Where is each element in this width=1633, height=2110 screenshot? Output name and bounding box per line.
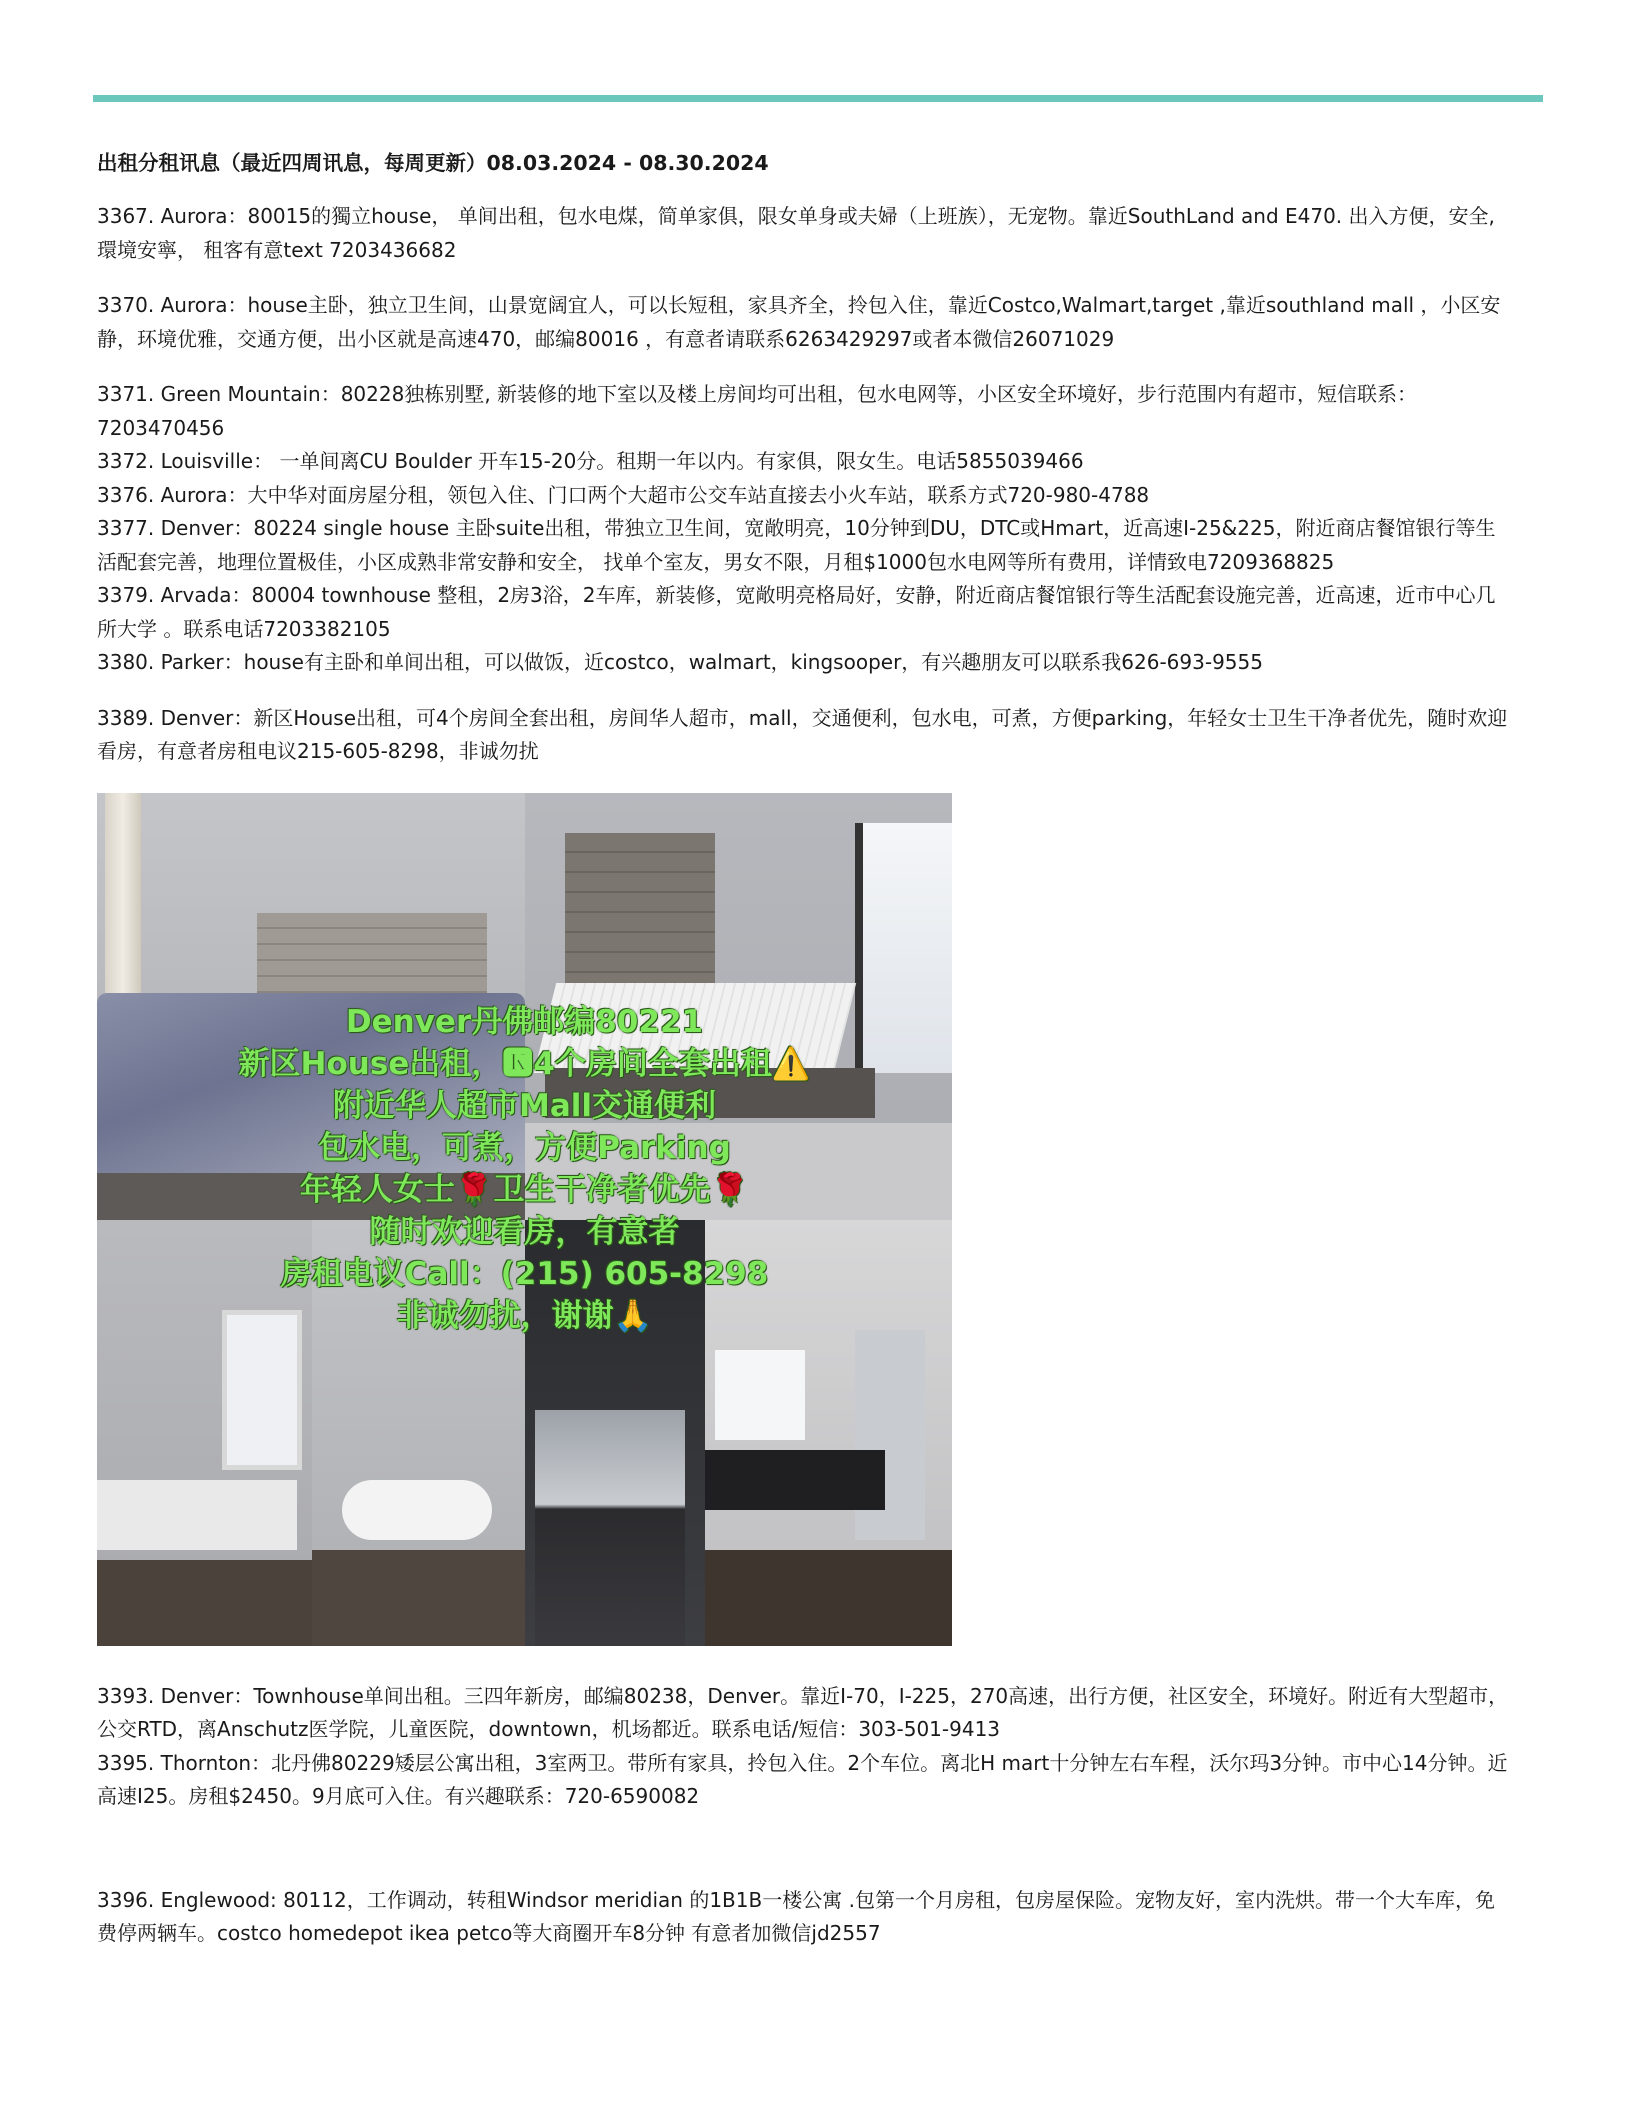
listing-3380: 3380. Parker：house有主卧和单间出租，可以做饭，近costco，walmart，kingsooper，有兴趣朋友可以联系我626-693-9555: [97, 650, 1263, 674]
overlay-line: Denver丹佛邮编80221: [345, 1003, 704, 1040]
overlay-line: 房租电议Call：(215) 605-8298: [280, 1255, 769, 1292]
listing-3377: 3377. Denver：80224 single house 主卧suite出租，带独立卫生间，宽敞明亮，10分钟到DU，DTC或Hmart，近高速I-25&225，附近商店餐馆银行等生活配套完善，地理位置极佳，小区成熟非常安静和安全， 找单个室友，男女不限，月租$1000包水电网等所有费用，详情致电7209368825: [97, 516, 1496, 574]
listing-3372: 3372. Louisville： 一单间离CU Boulder 开车15-20分。租期一年以内。有家俱，限女生。电话5855039466: [97, 449, 1084, 473]
listing-3371: 3371. Green Mountain：80228独栋别墅, 新装修的地下室以及楼上房间均可出租，包水电网等，小区安全环境好，步行范围内有超市，短信联系：7203470456: [97, 382, 1418, 440]
listing-3370: 3370. Aurora：house主卧，独立卫生间，山景宽阔宜人，可以长短租，家具齐全，拎包入住，靠近Costco,Walmart,target ,靠近southland mall ，小区安静，环境优雅，交通方便，出小区就是高速470，邮编80016 ，有意者请联系6263429297或者本微信26071029: [97, 293, 1501, 351]
overlay-line: 包水电，可煮，方便Parking: [318, 1129, 731, 1166]
listing-3379: 3379. Arvada：80004 townhouse 整租，2房3浴，2车库，新装修，宽敞明亮格局好，安静，附近商店餐馆银行等生活配套设施完善，近高速，近市中心几所大学 。联系电话7203382105: [97, 583, 1496, 641]
listing-3376: 3376. Aurora：大中华对面房屋分租，领包入住、门口两个大超市公交车站直接去小火车站，联系方式720-980-4788: [97, 482, 1150, 507]
overlay-line: 新区House出租，🅺4个房间全套出租⚠️: [238, 1045, 811, 1082]
header-rule: [93, 95, 1543, 102]
listing-3396: 3396. Englewood: 80112，工作调动，转租Windsor meridian 的1B1B一楼公寓 .包第一个月房租，包房屋保险。宠物友好，室内洗烘。带一个大车库，免费停两辆车。costco homedepot ikea petco等大商圈开车8分钟 有意者加微信jd2557: [97, 1887, 1495, 1945]
listing-3395: 3395. Thornton：北丹佛80229矮层公寓出租，3室两卫。带所有家具，拎包入住。2个车位。离北H mart十分钟左右车程，沃尔玛3分钟。市中心14分钟。近高速I25。房租$2450。9月底可入住。有兴趣联系：720-6590082: [97, 1750, 1508, 1808]
listing-photo-collage: [97, 793, 952, 1646]
overlay-line: 随时欢迎看房，有意者: [369, 1213, 680, 1250]
overlay-line: 年轻人女士🌹卫生干净者优先🌹: [299, 1171, 750, 1208]
photo-overlay-text: [97, 1001, 952, 1337]
overlay-line: 非诚勿扰，谢谢🙏: [396, 1297, 653, 1334]
overlay-line: 附近华人超市Mall交通便利: [332, 1087, 717, 1124]
listing-3389: 3389. Denver：新区House出租，可4个房间全套出租，房间华人超市，mall，交通便利，包水电，可煮，方便parking，年轻女士卫生干净者优先，随时欢迎看房，有意者房租电议215-605-8298，非诚勿扰: [97, 705, 1508, 763]
page-title: 出租分租讯息（最近四周讯息，每周更新）08.03.2024 - 08.30.2024: [97, 151, 769, 175]
listing-3393: 3393. Denver：Townhouse单间出租。三四年新房，邮编80238，Denver。靠近I-70，I-225，270高速，出行方便，社区安全，环境好。附近有大型超市，公交RTD，离Anschutz医学院，儿童医院，downtown，机场都近。联系电话/短信：303-501-9413: [97, 1683, 1509, 1741]
document-body: [97, 148, 1509, 1951]
listing-3367: 3367. Aurora：80015的獨立house， 单间出租，包水电煤，简单家俱，限女单身或夫婦（上班族），无宠物。靠近SouthLand and E470. 出入方便，安全, 環境安寧， 租客有意text 7203436682: [97, 204, 1495, 262]
